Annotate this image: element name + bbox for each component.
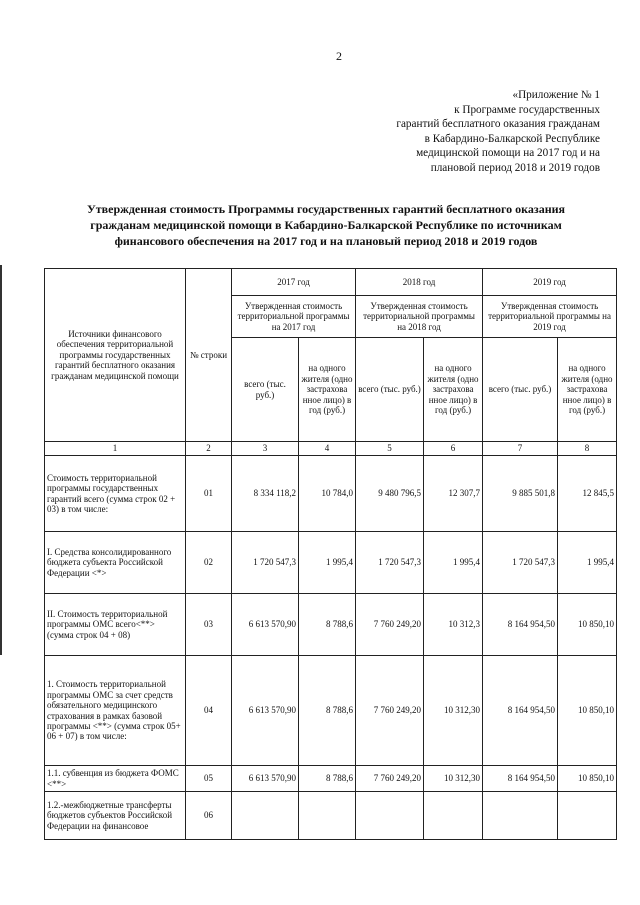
row-number: 05 bbox=[186, 766, 232, 792]
document-title bbox=[36, 202, 616, 249]
row-number: 03 bbox=[186, 594, 232, 656]
column-number: 8 bbox=[558, 442, 617, 456]
column-number: 4 bbox=[299, 442, 356, 456]
header-per-capita-2019: на одного жителя (одно застрахова нное лицо) в год (руб.) bbox=[558, 338, 617, 442]
cell-value: 10 312,3 bbox=[424, 594, 483, 656]
header-per-capita-2017: на одного жителя (одно застрахова нное лицо) в год (руб.) bbox=[299, 338, 356, 442]
table-row bbox=[45, 532, 617, 594]
cell-value bbox=[558, 792, 617, 840]
cell-value: 1 995,4 bbox=[424, 532, 483, 594]
cell-value: 10 784,0 bbox=[299, 456, 356, 532]
header-total-2018: всего (тыс. руб.) bbox=[356, 338, 424, 442]
column-number-row bbox=[45, 442, 617, 456]
header-year-2019: 2019 год bbox=[483, 269, 617, 296]
table-row bbox=[45, 792, 617, 840]
header-row-years bbox=[45, 269, 617, 296]
header-total-2017: всего (тыс. руб.) bbox=[232, 338, 299, 442]
header-total-2019: всего (тыс. руб.) bbox=[483, 338, 558, 442]
cell-value: 10 312,30 bbox=[424, 766, 483, 792]
column-number: 5 bbox=[356, 442, 424, 456]
appendix-line: плановой период 2018 и 2019 годов bbox=[430, 161, 600, 174]
cell-value: 8 788,6 bbox=[299, 766, 356, 792]
title-line: гражданам медицинской помощи в Кабардино-Балкарской Республике по источникам bbox=[90, 217, 562, 232]
row-number: 01 bbox=[186, 456, 232, 532]
cell-value: 12 845,5 bbox=[558, 456, 617, 532]
cell-value: 10 850,10 bbox=[558, 594, 617, 656]
column-number: 3 bbox=[232, 442, 299, 456]
row-source: I. Средства консолидированного бюджета субъекта Российской Федерации <*> bbox=[45, 532, 186, 594]
table-row bbox=[45, 766, 617, 792]
row-source: II. Стоимость территориальной программы ОМС всего<**> (сумма строк 04 + 08) bbox=[45, 594, 186, 656]
cell-value: 7 760 249,20 bbox=[356, 766, 424, 792]
page-number: 2 bbox=[336, 49, 342, 63]
header-approved-2017: Утвержденная стоимость территориальной программы на 2017 год bbox=[232, 296, 356, 338]
appendix-line: в Кабардино-Балкарской Республике bbox=[424, 132, 600, 145]
row-source: 1.1. субвенция из бюджета ФОМС <**> bbox=[45, 766, 186, 792]
column-number: 2 bbox=[186, 442, 232, 456]
cell-value: 10 312,30 bbox=[424, 656, 483, 766]
cell-value: 10 850,10 bbox=[558, 656, 617, 766]
table-row bbox=[45, 656, 617, 766]
appendix-line: гарантий бесплатного оказания гражданам bbox=[396, 118, 600, 131]
cell-value: 9 480 796,5 bbox=[356, 456, 424, 532]
cell-value: 1 720 547,3 bbox=[232, 532, 299, 594]
header-source: Источники финансового обеспечения территориальной программы государственных гарантий бесплатного оказания гражданам медицинской помощи bbox=[45, 269, 186, 442]
row-number: 02 bbox=[186, 532, 232, 594]
cell-value: 1 720 547,3 bbox=[483, 532, 558, 594]
header-year-2017: 2017 год bbox=[232, 269, 356, 296]
row-source: 1.2.-межбюджетные трансферты бюджетов субъектов Российской Федерации на финансовое bbox=[45, 792, 186, 840]
table-row bbox=[45, 456, 617, 532]
cell-value: 7 760 249,20 bbox=[356, 594, 424, 656]
cell-value: 8 788,6 bbox=[299, 656, 356, 766]
cell-value: 1 995,4 bbox=[558, 532, 617, 594]
cell-value: 8 788,6 bbox=[299, 594, 356, 656]
cell-value: 12 307,7 bbox=[424, 456, 483, 532]
column-number: 1 bbox=[45, 442, 186, 456]
cell-value bbox=[232, 792, 299, 840]
cell-value: 6 613 570,90 bbox=[232, 656, 299, 766]
title-line: финансового обеспечения на 2017 год и на плановый период 2018 и 2019 годов bbox=[114, 233, 538, 248]
title-line: Утвержденная стоимость Программы государственных гарантий бесплатного оказания bbox=[86, 202, 566, 216]
cell-value: 7 760 249,20 bbox=[356, 656, 424, 766]
header-row-number: № строки bbox=[186, 269, 232, 442]
scan-edge-line bbox=[0, 265, 2, 655]
budget-table bbox=[44, 268, 617, 840]
header-approved-2018: Утвержденная стоимость территориальной программы на 2018 год bbox=[356, 296, 483, 338]
cell-value bbox=[483, 792, 558, 840]
row-source: Стоимость территориальной программы государственных гарантий всего (сумма строк 02 + 03) в том числе: bbox=[45, 456, 186, 532]
column-number: 7 bbox=[483, 442, 558, 456]
table-row bbox=[45, 594, 617, 656]
appendix-header bbox=[300, 88, 600, 176]
cell-value: 1 995,4 bbox=[299, 532, 356, 594]
cell-value: 10 850,10 bbox=[558, 766, 617, 792]
row-number: 04 bbox=[186, 656, 232, 766]
cell-value: 8 334 118,2 bbox=[232, 456, 299, 532]
cell-value: 8 164 954,50 bbox=[483, 656, 558, 766]
cell-value bbox=[424, 792, 483, 840]
appendix-line: медицинской помощи на 2017 год и на bbox=[416, 147, 600, 160]
cell-value bbox=[299, 792, 356, 840]
header-year-2018: 2018 год bbox=[356, 269, 483, 296]
cell-value: 9 885 501,8 bbox=[483, 456, 558, 532]
appendix-line: к Программе государственных bbox=[454, 103, 600, 116]
cell-value: 1 720 547,3 bbox=[356, 532, 424, 594]
appendix-line: «Приложение № 1 bbox=[512, 89, 600, 101]
cell-value: 8 164 954,50 bbox=[483, 766, 558, 792]
row-number: 06 bbox=[186, 792, 232, 840]
cell-value: 8 164 954,50 bbox=[483, 594, 558, 656]
cell-value: 6 613 570,90 bbox=[232, 594, 299, 656]
header-per-capita-2018: на одного жителя (одно застрахова нное лицо) в год (руб.) bbox=[424, 338, 483, 442]
row-source: 1. Стоимость территориальной программы ОМС за счет средств обязательного медицинского страхования в рамках базовой программы <**> (сумма строк 05+ 06 + 07) в том числе: bbox=[45, 656, 186, 766]
column-number: 6 bbox=[424, 442, 483, 456]
header-approved-2019: Утвержденная стоимость территориальной программы на 2019 год bbox=[483, 296, 617, 338]
cell-value bbox=[356, 792, 424, 840]
cell-value: 6 613 570,90 bbox=[232, 766, 299, 792]
